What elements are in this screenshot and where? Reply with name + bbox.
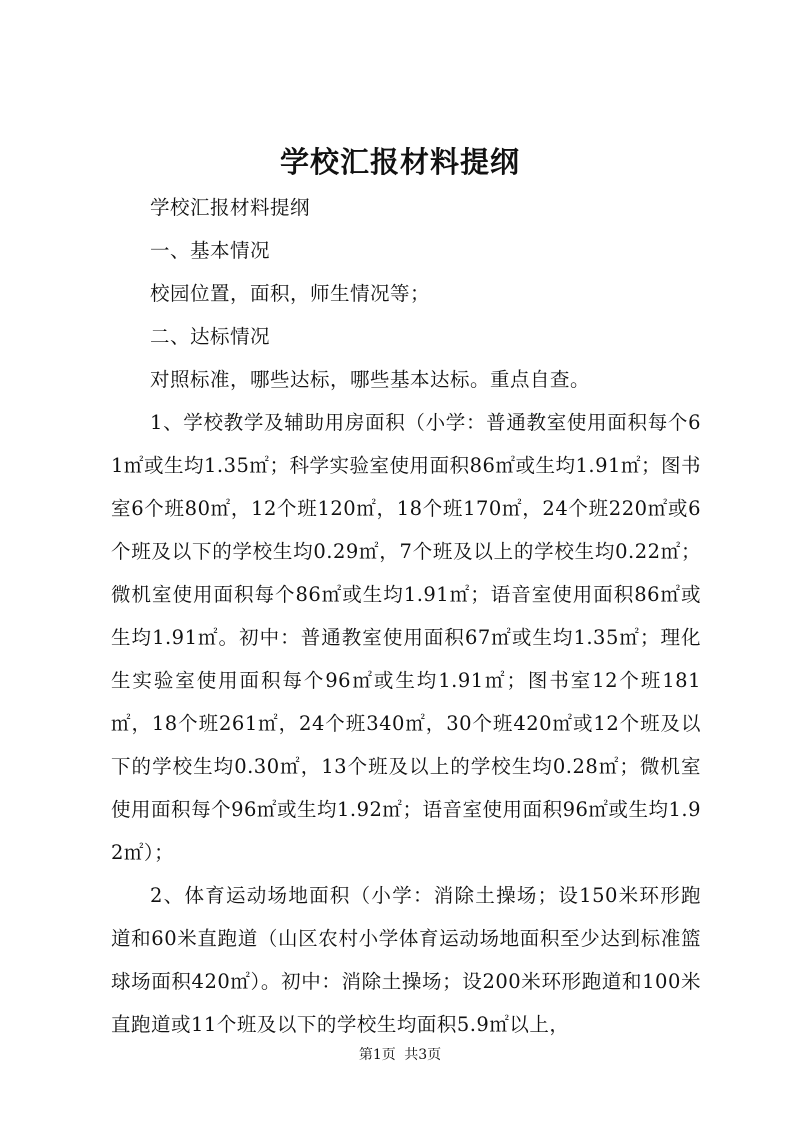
page-number: 第1页: [358, 1047, 396, 1063]
paragraph-section-standards-heading: 二、达标情况: [150, 325, 271, 348]
page-total: 共3页: [404, 1047, 442, 1063]
paragraph-standards-intro: 对照标准，哪些达标，哪些基本达标。重点自查。: [150, 368, 591, 391]
paragraph-teaching-rooms: 1、学校教学及辅助用房面积（小学：普通教室使用面积每个61㎡或生均1.35㎡；科学实验室使用面积86㎡或生均1.91㎡；图书室6个班80㎡，12个班120㎡，18个班170㎡，24个班220㎡或6个班及以下的学校生均0.29㎡，7个班及以上的学校生均0.22㎡；微机室使用面积每个86㎡或生均1.91㎡；语音室使用面积86㎡或生均1.91㎡。初中：普通教室使用面积67㎡或生均1.35㎡；理化生实验室使用面积每个96㎡或生均1.91㎡；图书室12个班181㎡，18个班261㎡，24个班340㎡，30个班420㎡或12个班及以下的学校生均0.30㎡，13个班及以上的学校生均0.28㎡；微机室使用面积每个96㎡或生均1.92㎡；语音室使用面积96㎡或生均1.92㎡）；: [111, 411, 701, 864]
document-body: [111, 186, 701, 1046]
paragraph-sports-grounds: 2、体育运动场地面积（小学：消除土操场；设150米环形跑道和60米直跑道（山区农村小学体育运动场地面积至少达到标准篮球场面积420㎡）。初中：消除土操场；设200米环形跑道和100米直跑道或11个班及以下的学校生均面积5.9㎡以上，: [111, 884, 701, 1036]
page-footer: [0, 1045, 800, 1065]
paragraph-basic-details: 校园位置，面积，师生情况等；: [150, 282, 431, 305]
document-title: 学校汇报材料提纲: [279, 145, 520, 179]
paragraph-subtitle: 学校汇报材料提纲: [150, 196, 311, 219]
paragraph-section-basic-heading: 一、基本情况: [150, 239, 271, 262]
